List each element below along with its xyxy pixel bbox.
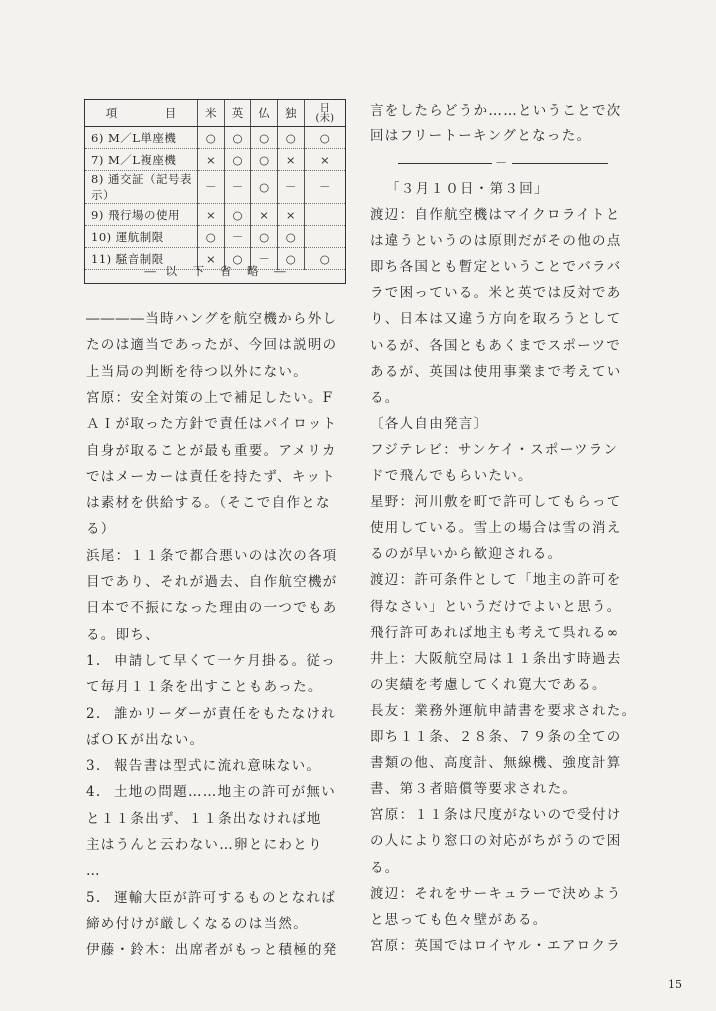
list-item-number: 4. xyxy=(86,784,102,801)
session-heading: 「３月１０日・第３回」 xyxy=(386,181,549,197)
table-header-de: 独 xyxy=(277,100,304,127)
left-text-line: 目であり、それが過去、自作航空機が xyxy=(86,574,338,590)
table-footer-text: 以 下 省 略 xyxy=(165,264,265,278)
list-item-line xyxy=(86,835,323,855)
right-text-line: 即ち各国とも暫定ということでバラバ xyxy=(370,259,622,276)
list-item-text: ばＯＫが出ない。 xyxy=(86,731,205,748)
table-cell-mark: － xyxy=(224,171,251,204)
right-text-line: る。 xyxy=(370,389,400,406)
table-cell-mark: ○ xyxy=(224,127,251,149)
left-text-line: ではメーカーは責任を持たず、キット xyxy=(86,468,336,485)
table-cell-mark: ○ xyxy=(304,248,345,270)
list-item-text: 申請して早くて一ケ月掛る。従っ xyxy=(114,652,336,669)
table-row xyxy=(85,171,345,204)
right-text-line: 回はフリートーキングとなった。 xyxy=(370,128,592,144)
right-text-line: ドで飛んでもらいたい。 xyxy=(370,468,533,484)
table-cell-mark xyxy=(304,226,345,248)
right-text-line: 長友：業務外運航申請書を要求された。 xyxy=(370,702,637,719)
table-cell-mark: ○ xyxy=(224,149,251,171)
table-cell-mark: ○ xyxy=(277,127,304,149)
divider-rule-right xyxy=(512,163,608,164)
table-cell-mark: ○ xyxy=(224,204,251,226)
right-text-line: 井上：大阪航空局は１１条出す時過去 xyxy=(370,650,622,667)
right-text-line: フジテレビ：サンケイ・スポーツラン xyxy=(370,441,619,458)
right-text-line: 宮原：英国ではロイヤル・エアロクラ xyxy=(370,937,622,954)
table-row xyxy=(85,226,345,248)
table-row-item: 11) 騒音制限 xyxy=(85,248,198,270)
table-cell-mark: ○ xyxy=(277,248,304,270)
table-cell-mark: ○ xyxy=(304,127,345,149)
right-text-line: る。 xyxy=(370,859,400,876)
list-item-line xyxy=(86,756,321,776)
left-text-line: ＡＩが取った方針で責任はパイロット xyxy=(86,416,338,433)
list-item-text: 主はうんと云わない…卵とにわとり xyxy=(86,837,323,853)
right-text-line: と思っても色々壁がある。 xyxy=(370,911,548,928)
table-footer-dash-right: ― xyxy=(274,264,286,278)
left-text-line: 自身が取ることが最も重要。アメリカ xyxy=(86,442,337,459)
list-item-text: 報告書は型式に流れ意味ない。 xyxy=(114,758,322,775)
right-text-line: あるが、英国は使用事業まで考えてい xyxy=(370,363,622,380)
left-text-line: 上当局の判断を待つ以外にない。 xyxy=(86,363,308,380)
table-cell-mark: × xyxy=(277,204,304,226)
right-text-line: ラで困っている。米と英では反対であ xyxy=(370,285,622,302)
list-item-number: 1. xyxy=(86,652,102,669)
table-cell-mark: × xyxy=(277,149,304,171)
table-header-item: 項 目 xyxy=(85,100,198,127)
right-text-line: 渡辺：それをサーキュラーで決めよう xyxy=(370,885,622,902)
right-text-line: 渡辺：許可条件として「地主の許可を xyxy=(370,572,622,589)
left-text-line: 浜尾：１１条で都合悪いのは次の各項 xyxy=(86,547,338,564)
table-header-row xyxy=(85,100,345,127)
right-text-line: 〔各人自由発言〕 xyxy=(370,415,489,432)
right-text-line: 飛行許可あれば地主も考えて呉れる∞ xyxy=(370,624,620,641)
list-item-line xyxy=(86,861,101,881)
right-text-line: 渡辺：自作航空機はマイクロライトと xyxy=(370,207,621,223)
table-row-item: 7) M／L複座機 xyxy=(85,149,198,171)
list-item-text: 運輸大臣が許可するものとなれば xyxy=(114,889,336,906)
right-text-line: いるが、各国ともあくまでスポーツで xyxy=(370,337,622,354)
country-comparison-table xyxy=(84,99,346,284)
table-cell-mark: ○ xyxy=(251,171,278,204)
table-row-item: 6) M／L単座機 xyxy=(85,127,198,149)
right-text-line: の人により窓口の対応がちがうので困 xyxy=(370,833,622,850)
divider-rule-left xyxy=(398,163,492,164)
table-cell-mark: ○ xyxy=(224,248,251,270)
list-item-number: 3. xyxy=(86,758,102,775)
table-row xyxy=(85,149,345,171)
right-text-line: り、日本は又違う方向を取ろうとして xyxy=(370,311,622,328)
table-cell-mark xyxy=(304,204,345,226)
list-item-number: 2. xyxy=(86,705,102,722)
table-cell-mark: － xyxy=(251,248,278,270)
right-text-line: 書類の他、高度計、無線機、強度計算 xyxy=(370,755,622,772)
left-text-line: たのは適当であったが、今回は説明の xyxy=(86,337,338,354)
list-item-line xyxy=(86,704,336,724)
table-header-us: 米 xyxy=(198,100,225,127)
table-row-item: 8) 通交証（記号表示） xyxy=(85,171,198,204)
table-cell-mark: － xyxy=(304,171,345,204)
right-text-line: 得なさい」というだけでよいと思う。 xyxy=(370,598,622,615)
left-text-line: は素材を供給する。（そこで自作とな xyxy=(86,495,331,512)
table-header-fr: 仏 xyxy=(251,100,278,127)
right-text-line: 宮原：１１条は尺度がないので受付け xyxy=(370,807,622,824)
table-cell-mark: － xyxy=(277,171,304,204)
right-text-line: るのが早いから歓迎される。 xyxy=(370,546,563,563)
list-item-line xyxy=(86,782,336,802)
page-number: 15 xyxy=(668,978,682,991)
left-text-line: 伊藤・鈴木：出席者がもっと積極的発 xyxy=(86,942,338,959)
right-text-line: 使用している。雪上の場合は雪の消え xyxy=(370,520,622,537)
table-cell-mark: ○ xyxy=(251,226,278,248)
right-text-line: の実績を考慮してくれ寛大である。 xyxy=(370,676,607,693)
table-cell-mark: × xyxy=(304,149,345,171)
list-item-text: … xyxy=(86,863,101,880)
left-text-line: ――――当時ハングを航空機から外し xyxy=(86,311,338,327)
table-cell-mark: × xyxy=(251,204,278,226)
right-text-line: は違うというのは原則だがその他の点 xyxy=(370,233,622,250)
list-item-line xyxy=(86,809,322,829)
table-footer xyxy=(85,263,345,279)
divider-mark: － xyxy=(495,156,508,170)
table-cell-mark: ○ xyxy=(251,127,278,149)
table-cell-mark: × xyxy=(198,149,225,171)
list-item-text: 誰かリーダーが責任をもたなけれ xyxy=(114,705,336,722)
table-cell-mark: ○ xyxy=(251,149,278,171)
right-text-line: 星野：河川敷を町で許可してもらって xyxy=(370,494,622,511)
table-cell-mark: ○ xyxy=(277,226,304,248)
table-row xyxy=(85,127,345,149)
left-text-line: 宮原：安全対策の上で補足したい。F xyxy=(86,389,334,406)
table-cell-mark: － xyxy=(224,226,251,248)
table-row-item: 9) 飛行場の使用 xyxy=(85,204,198,226)
table-row-item: 10) 運航制限 xyxy=(85,226,198,248)
list-item-line xyxy=(86,677,323,697)
left-text-line: る） xyxy=(86,521,116,538)
table-cell-mark: ○ xyxy=(198,127,225,149)
list-item-number: 5. xyxy=(86,889,102,906)
list-item-line xyxy=(86,730,204,750)
list-item-line xyxy=(86,888,336,908)
table-cell-mark: ○ xyxy=(198,226,225,248)
list-item-line xyxy=(86,914,308,934)
right-text-line: 言をしたらどうか……ということで次 xyxy=(370,103,622,119)
list-item-text: て毎月１１条を出すこともあった。 xyxy=(86,679,323,696)
list-item-line xyxy=(86,651,336,671)
table-header-jp: 日 (未) xyxy=(304,100,345,127)
list-item-text: 土地の問題……地主の許可が無い xyxy=(114,784,336,801)
right-text-line: 即ち１１条、２８条、７９条の全ての xyxy=(370,729,622,745)
table-header-uk: 英 xyxy=(224,100,251,127)
left-text-line: る。即ち、 xyxy=(86,626,160,643)
table-cell-mark: × xyxy=(198,204,225,226)
list-item-text: と１１条出ず、１１条出なければ地 xyxy=(86,810,322,827)
left-text-line: 日本で不振になった理由の一つでもあ xyxy=(86,600,338,617)
list-item-text: 締め付けが厳しくなるのは当然。 xyxy=(86,915,308,932)
table-cell-mark: × xyxy=(198,248,225,270)
table-row xyxy=(85,204,345,226)
table-footer-dash-left: ― xyxy=(144,264,156,278)
right-text-line: 書、第３者賠償等要求された。 xyxy=(370,781,578,798)
table-cell-mark: － xyxy=(198,171,225,204)
